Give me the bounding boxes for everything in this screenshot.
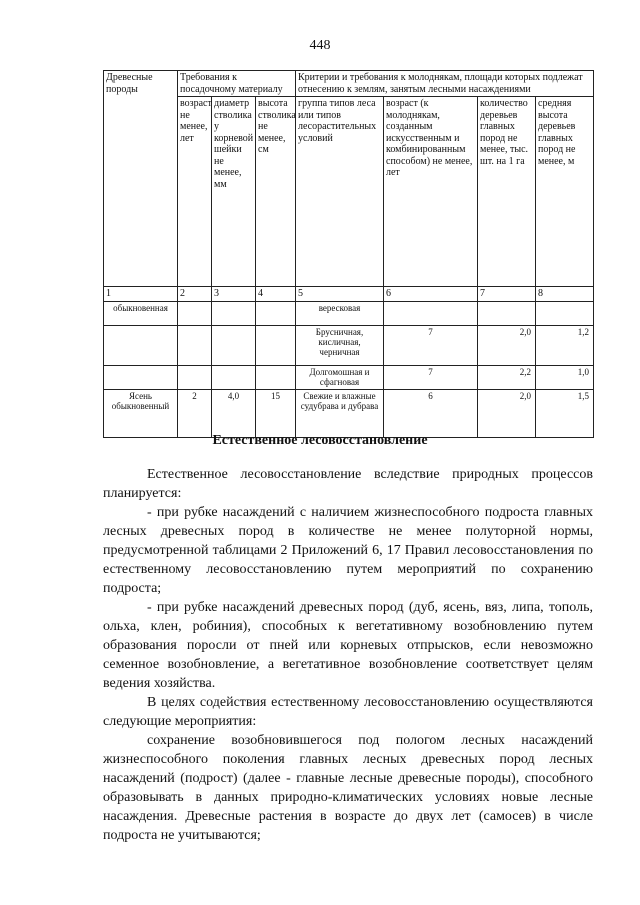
col-number: 3 <box>212 287 256 302</box>
header-age: возраст не менее, лет <box>178 97 212 287</box>
col-number: 2 <box>178 287 212 302</box>
cell-count <box>478 301 536 325</box>
section-title: Естественное лесовосстановление <box>212 433 428 448</box>
cell-age <box>178 365 212 389</box>
cell-species: обыкновенная <box>104 301 178 325</box>
cell-forest-type: Свежие и влажные судубрава и дубрава <box>296 389 384 437</box>
cell-species <box>104 325 178 365</box>
cell-diameter <box>212 301 256 325</box>
cell-diameter: 4,0 <box>212 389 256 437</box>
header-avg-height: средняя высота деревьев главных пород не менее, м <box>536 97 594 287</box>
table-row <box>104 325 594 365</box>
table-row <box>104 301 594 325</box>
cell-age <box>178 301 212 325</box>
cell-avg-height: 1,5 <box>536 389 594 437</box>
cell-age: 2 <box>178 389 212 437</box>
col-number: 4 <box>256 287 296 302</box>
cell-height: 15 <box>256 389 296 437</box>
table-header-row <box>104 71 594 97</box>
table-row <box>104 389 594 437</box>
cell-height <box>256 365 296 389</box>
cell-young-age: 7 <box>384 325 478 365</box>
col-number: 8 <box>536 287 594 302</box>
cell-height <box>256 301 296 325</box>
cell-avg-height <box>536 301 594 325</box>
paragraph: сохранение возобновившегося под пологом лесных насаждений жизнеспособного поколения главных лесных древесных пород лесных насаждений (подрост) (далее - главные лесные древесные породы), способного образовывать в данных природно-климатических условиях новые лесные насаждения. Древесные растения в возрасте до двух лет (самосев) в числе подроста не учитываются; <box>103 733 593 843</box>
col-number: 7 <box>478 287 536 302</box>
header-height: высота стволика не менее, см <box>256 97 296 287</box>
col-number: 6 <box>384 287 478 302</box>
page-number: 448 <box>309 38 331 53</box>
requirements-table <box>103 70 594 438</box>
cell-avg-height: 1,0 <box>536 365 594 389</box>
header-diameter: диаметр стволика у корневой шейки не менее, мм <box>212 97 256 287</box>
cell-forest-type: Брусничная, кисличная, черничная <box>296 325 384 365</box>
paragraph: - при рубке насаждений с наличием жизнеспособного подроста главных лесных древесных пород в количестве не менее полуторной нормы, предусмотренной таблицами 2 Приложений 6, 17 Правил лесовосстановления по естественному лесовосстановлению путем мероприятий по сохранению подроста; <box>103 505 593 596</box>
col-number: 5 <box>296 287 384 302</box>
cell-count: 2,0 <box>478 325 536 365</box>
header-group-criteria: Критерии и требования к молоднякам, площади которых подлежат отнесению к землям, занятым лесными насаждениями <box>296 71 594 97</box>
header-group-material: Требования к посадочному материалу <box>178 71 296 97</box>
cell-species <box>104 365 178 389</box>
paragraph: В целях содействия естественному лесовосстановлению осуществляются следующие мероприятия: <box>103 695 593 729</box>
header-count: количество деревьев главных пород не менее, тыс. шт. на 1 га <box>478 97 536 287</box>
cell-count: 2,2 <box>478 365 536 389</box>
body-text <box>103 465 593 845</box>
header-species: Древесные породы <box>104 71 178 287</box>
table-subheader-row <box>104 97 594 287</box>
cell-count: 2,0 <box>478 389 536 437</box>
header-forest-type: группа типов леса или типов лесорастительных условий <box>296 97 384 287</box>
cell-species: Ясень обыкновенный <box>104 389 178 437</box>
cell-height <box>256 325 296 365</box>
cell-avg-height: 1,2 <box>536 325 594 365</box>
cell-forest-type: вересковая <box>296 301 384 325</box>
col-number: 1 <box>104 287 178 302</box>
cell-young-age: 6 <box>384 389 478 437</box>
header-young-age: возраст (к молоднякам, созданным искусственным и комбинированным способом) не менее, лет <box>384 97 478 287</box>
cell-diameter <box>212 325 256 365</box>
cell-age <box>178 325 212 365</box>
table-number-row <box>104 287 594 302</box>
cell-diameter <box>212 365 256 389</box>
paragraph: - при рубке насаждений древесных пород (дуб, ясень, вяз, липа, тополь, ольха, клен, робиния), способных к вегетативному возобновлению путем образования поросли от пней или корневых отпрысков, если невозможно семенное возобновление, а вегетативное возобновление соответствует целям ведения хозяйства. <box>103 600 593 691</box>
cell-forest-type: Долгомошная и сфагновая <box>296 365 384 389</box>
cell-young-age <box>384 301 478 325</box>
cell-young-age: 7 <box>384 365 478 389</box>
table-row <box>104 365 594 389</box>
paragraph: Естественное лесовосстановление вследствие природных процессов планируется: <box>103 467 593 501</box>
